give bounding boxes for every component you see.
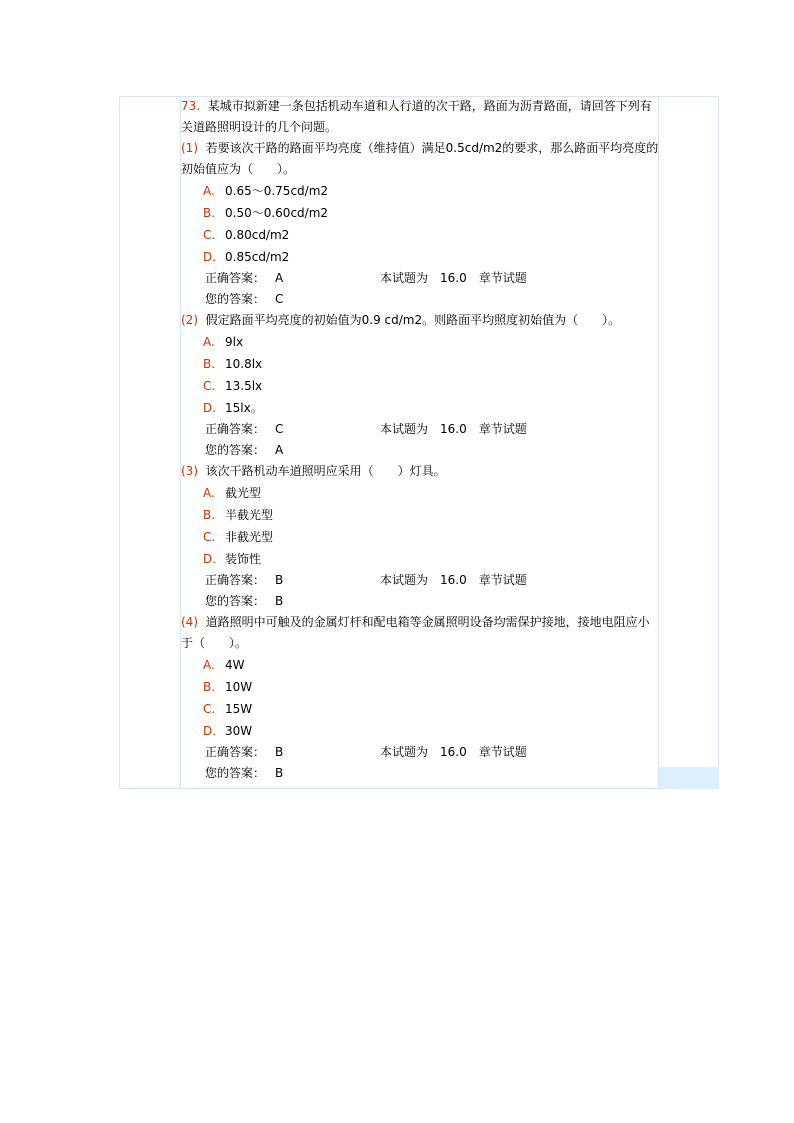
option-item[interactable] xyxy=(181,353,659,375)
subquestion-number: (4) xyxy=(181,615,198,629)
option-item[interactable] xyxy=(181,224,659,246)
option-letter: B. xyxy=(203,680,216,694)
your-answer-row xyxy=(181,289,659,310)
your-answer-value: A xyxy=(275,443,284,457)
correct-answer-label: 正确答案： xyxy=(205,271,266,285)
your-answer-row xyxy=(181,763,659,784)
correct-answer-row xyxy=(181,570,659,591)
your-answer-label: 您的答案： xyxy=(205,292,266,306)
subquestion-body: 道路照明中可触及的金属灯杆和配电箱等金属照明设备均需保护接地，接地电阻应小于（ ）。 xyxy=(181,615,650,650)
question-number: 73. xyxy=(181,99,201,113)
subquestion-body: 若要该次干路的路面平均亮度（维持值）满足0.5cd/m2的要求，那么路面平均亮度的初始值应为（ ）。 xyxy=(181,141,659,176)
option-item[interactable] xyxy=(181,698,659,720)
option-text: 4W xyxy=(225,658,245,672)
subquestion-number: (3) xyxy=(181,464,198,478)
subquestion-body: 假定路面平均亮度的初始值为0.9 cd/m2。则路面平均照度初始值为（ ）。 xyxy=(205,313,621,327)
option-letter: A. xyxy=(203,335,215,349)
option-list xyxy=(181,180,659,268)
score-info xyxy=(380,570,539,591)
option-item[interactable] xyxy=(181,654,659,676)
your-answer-value: B xyxy=(275,766,284,780)
option-item[interactable] xyxy=(181,720,659,742)
subquestion-number: (1) xyxy=(181,141,198,155)
correct-answer-value: B xyxy=(275,573,284,587)
option-text: 装饰性 xyxy=(225,552,262,566)
correct-answer-row xyxy=(181,268,659,289)
option-text: 0.85cd/m2 xyxy=(225,250,290,264)
score-value: 16.0 xyxy=(440,573,467,587)
score-prefix: 本试题为 xyxy=(380,745,429,759)
option-text: 非截光型 xyxy=(225,530,274,544)
option-text: 9lx xyxy=(225,335,244,349)
option-item[interactable] xyxy=(181,504,659,526)
correct-answer-row xyxy=(181,419,659,440)
score-info xyxy=(380,742,539,763)
subquestion-3 xyxy=(181,461,659,612)
table-highlight-cell xyxy=(659,767,719,789)
correct-answer-label: 正确答案： xyxy=(205,422,266,436)
option-text: 0.80cd/m2 xyxy=(225,228,290,242)
option-letter: C. xyxy=(203,228,216,242)
option-item[interactable] xyxy=(181,180,659,202)
your-answer-label: 您的答案： xyxy=(205,594,266,608)
option-item[interactable] xyxy=(181,375,659,397)
subquestion-text xyxy=(181,612,659,654)
subquestion-body: 该次干路机动车道照明应采用（ ）灯具。 xyxy=(205,464,446,478)
subquestion-number: (2) xyxy=(181,313,198,327)
subquestion-2 xyxy=(181,310,659,461)
option-list xyxy=(181,654,659,742)
subquestion-text xyxy=(181,310,659,331)
option-item[interactable] xyxy=(181,526,659,548)
your-answer-label: 您的答案： xyxy=(205,766,266,780)
score-info xyxy=(380,268,539,289)
subquestion-text xyxy=(181,461,659,482)
subquestion-text xyxy=(181,138,659,180)
question-stem xyxy=(181,96,659,138)
option-letter: A. xyxy=(203,658,215,672)
option-text: 0.65～0.75cd/m2 xyxy=(225,184,329,198)
option-letter: C. xyxy=(203,530,216,544)
score-prefix: 本试题为 xyxy=(380,573,429,587)
score-value: 16.0 xyxy=(440,271,467,285)
score-suffix: 章节试题 xyxy=(478,573,527,587)
option-item[interactable] xyxy=(181,482,659,504)
subquestion-4 xyxy=(181,612,659,784)
score-suffix: 章节试题 xyxy=(478,422,527,436)
your-answer-value: B xyxy=(275,594,284,608)
option-list xyxy=(181,482,659,570)
subquestion-1 xyxy=(181,138,659,310)
score-value: 16.0 xyxy=(440,745,467,759)
option-item[interactable] xyxy=(181,676,659,698)
correct-answer-row xyxy=(181,742,659,763)
option-letter: C. xyxy=(203,379,216,393)
option-item[interactable] xyxy=(181,548,659,570)
question-stem-text: 某城市拟新建一条包括机动车道和人行道的次干路，路面为沥青路面，请回答下列有关道路照明设计的几个问题。 xyxy=(181,99,652,134)
option-text: 15lx。 xyxy=(225,401,263,415)
score-suffix: 章节试题 xyxy=(478,745,527,759)
option-item[interactable] xyxy=(181,331,659,353)
option-letter: D. xyxy=(203,250,217,264)
option-text: 截光型 xyxy=(225,486,262,500)
option-item[interactable] xyxy=(181,397,659,419)
option-letter: B. xyxy=(203,508,216,522)
your-answer-value: C xyxy=(275,292,284,306)
option-letter: A. xyxy=(203,184,215,198)
option-text: 10.8lx xyxy=(225,357,263,371)
option-item[interactable] xyxy=(181,202,659,224)
option-letter: C. xyxy=(203,702,216,716)
option-text: 30W xyxy=(225,724,253,738)
correct-answer-label: 正确答案： xyxy=(205,573,266,587)
option-list xyxy=(181,331,659,419)
correct-answer-value: C xyxy=(275,422,284,436)
score-prefix: 本试题为 xyxy=(380,422,429,436)
option-item[interactable] xyxy=(181,246,659,268)
your-answer-row xyxy=(181,591,659,612)
score-prefix: 本试题为 xyxy=(380,271,429,285)
option-text: 15W xyxy=(225,702,253,716)
correct-answer-label: 正确答案： xyxy=(205,745,266,759)
option-text: 0.50～0.60cd/m2 xyxy=(225,206,329,220)
your-answer-row xyxy=(181,440,659,461)
correct-answer-value: B xyxy=(275,745,284,759)
option-letter: B. xyxy=(203,206,216,220)
question-content xyxy=(181,96,659,784)
score-value: 16.0 xyxy=(440,422,467,436)
correct-answer-value: A xyxy=(275,271,284,285)
option-letter: D. xyxy=(203,552,217,566)
option-text: 10W xyxy=(225,680,253,694)
option-letter: B. xyxy=(203,357,216,371)
your-answer-label: 您的答案： xyxy=(205,443,266,457)
option-letter: A. xyxy=(203,486,215,500)
score-suffix: 章节试题 xyxy=(478,271,527,285)
option-letter: D. xyxy=(203,724,217,738)
option-letter: D. xyxy=(203,401,217,415)
option-text: 13.5lx xyxy=(225,379,263,393)
score-info xyxy=(380,419,539,440)
option-text: 半截光型 xyxy=(225,508,274,522)
